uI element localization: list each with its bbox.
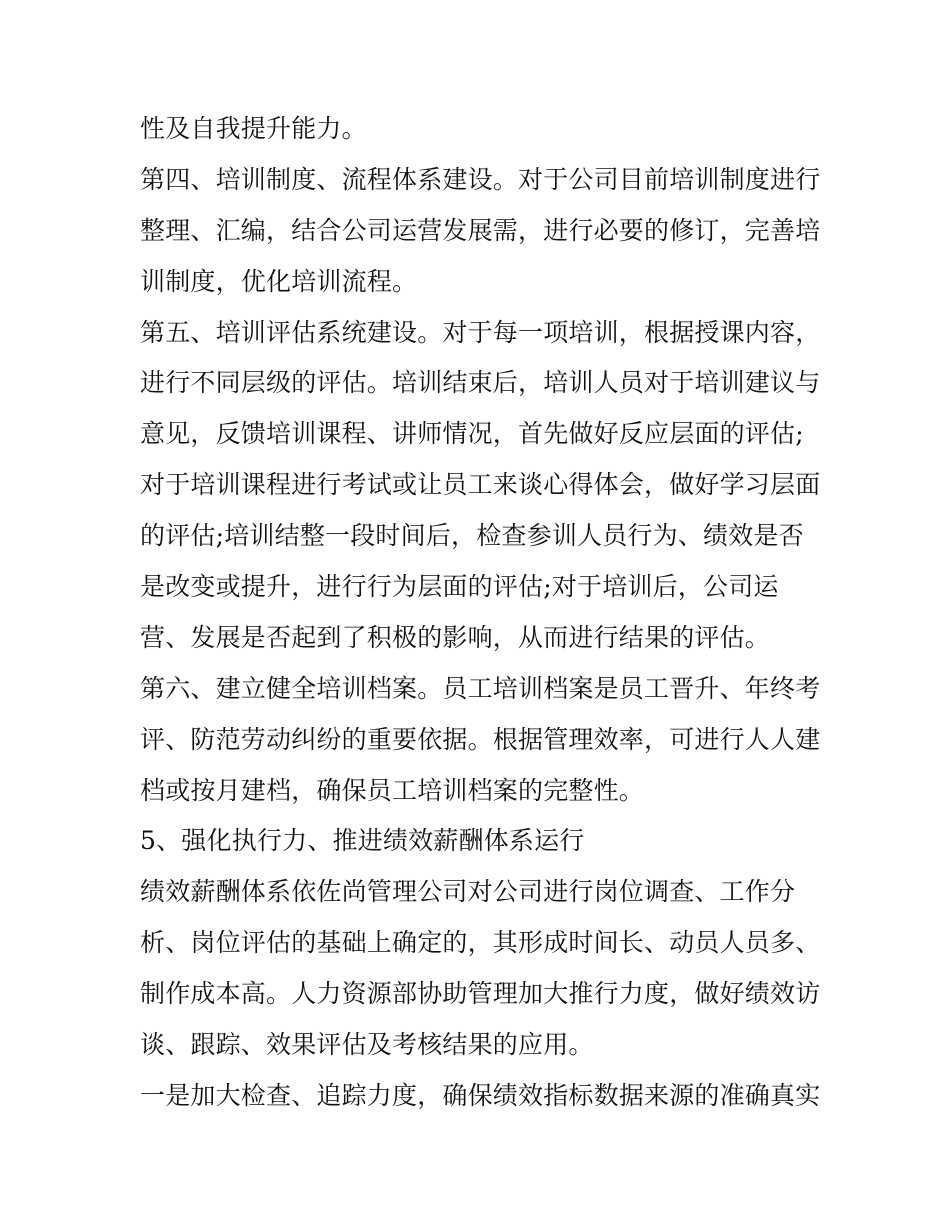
text-line: 谈、跟踪、效果评估及考核结果的应用。 bbox=[140, 1030, 594, 1060]
section-heading: 5、强化执行力、推进绩效薪酬体系运行 bbox=[140, 826, 585, 856]
text-line: 对于培训课程进行考试或让员工来谈心得体会，做好学习层面 bbox=[140, 470, 821, 500]
text-line: 评、防范劳动纠纷的重要依据。根据管理效率，可进行人人建 bbox=[140, 724, 821, 754]
text-line: 析、岗位评估的基础上确定的，其形成时间长、动员人员多、 bbox=[140, 928, 821, 958]
text-line: 整理、汇编，结合公司运营发展需，进行必要的修订，完善培 bbox=[140, 215, 821, 245]
text-line: 绩效薪酬体系依佐尚管理公司对公司进行岗位调查、工作分 bbox=[140, 877, 796, 907]
text-line: 性及自我提升能力。 bbox=[140, 114, 367, 143]
text-line: 的评估;培训结整一段时间后，检查参训人员行为、绩效是否 bbox=[140, 521, 804, 551]
text-line: 档或按月建档，确保员工培训档案的完整性。 bbox=[140, 775, 645, 805]
text-line: 一是加大检查、追踪力度，确保绩效指标数据来源的准确真实 bbox=[140, 1080, 821, 1110]
text-line: 训制度，优化培训流程。 bbox=[140, 266, 418, 296]
text-line: 营、发展是否起到了积极的影响，从而进行结果的评估。 bbox=[140, 622, 771, 652]
text-line: 意见，反馈培训课程、讲师情况，首先做好反应层面的评估; bbox=[140, 419, 804, 449]
text-line: 第四、培训制度、流程体系建设。对于公司目前培训制度进行 bbox=[140, 164, 821, 194]
text-line: 第五、培训评估系统建设。对于每一项培训，根据授课内容， bbox=[140, 317, 821, 347]
text-line: 进行不同层级的评估。培训结束后，培训人员对于培训建议与 bbox=[140, 368, 821, 398]
text-line: 制作成本高。人力资源部协助管理加大推行力度，做好绩效访 bbox=[140, 979, 821, 1009]
text-line: 第六、建立健全培训档案。员工培训档案是员工晋升、年终考 bbox=[140, 673, 821, 703]
document-body bbox=[140, 104, 820, 1122]
text-line: 是改变或提升，进行行为层面的评估;对于培训后，公司运 bbox=[140, 572, 779, 602]
